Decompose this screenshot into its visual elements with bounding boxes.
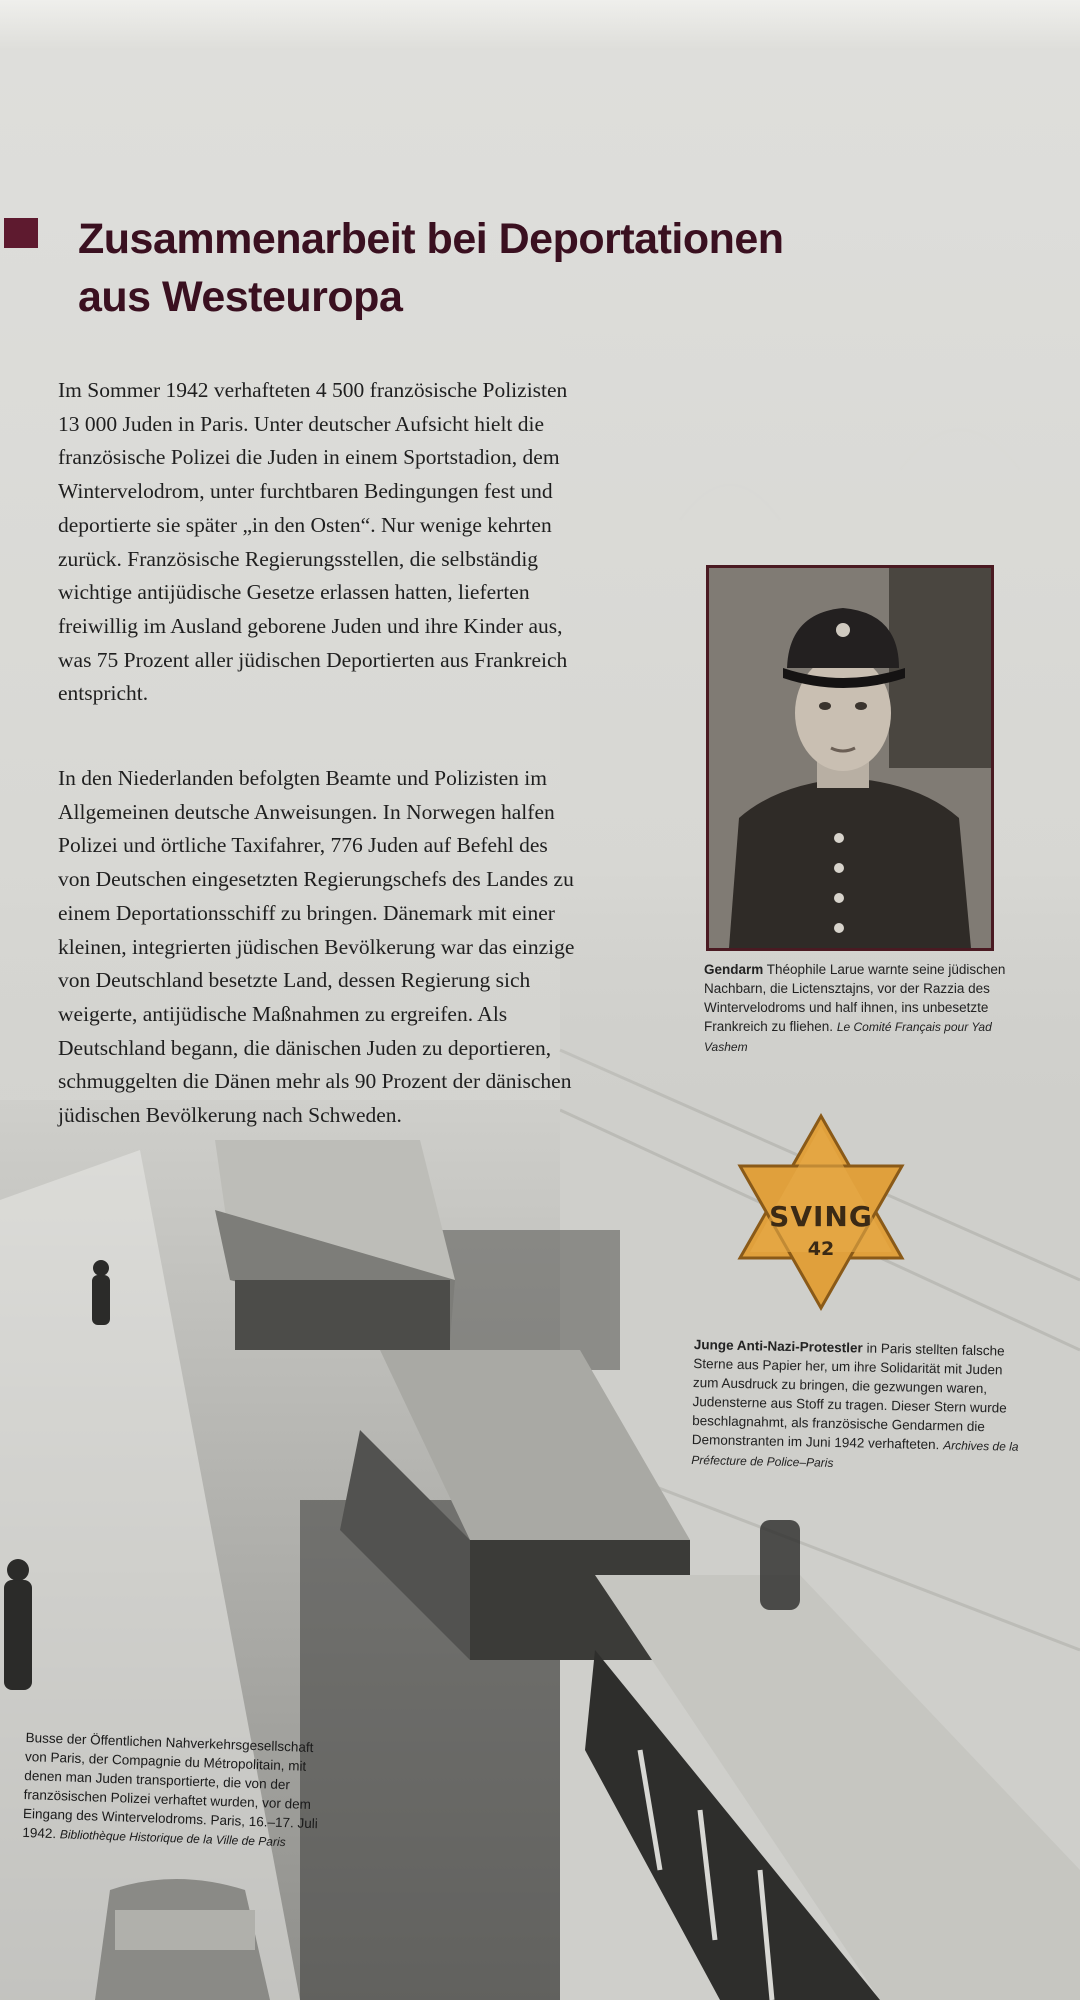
protest-caption xyxy=(691,1335,1024,1477)
star-number: 42 xyxy=(807,1238,835,1260)
protest-caption-text: in Paris stellten falsche Sterne aus Papier her, um ihre Solidarität mit Juden zum Ausdruck zu bringen, die gezwungen waren, Judensterne aus Stoff zu tragen. Dieser Stern wurde beschlagnahmt, als französische Gendarmen die Demonstranten im Juni 1942 verhafteten. xyxy=(691,1340,1007,1453)
gendarm-caption-lead: Gendarm xyxy=(704,962,764,977)
protest-caption-credit: Archives de la Préfecture de Police–Paris xyxy=(691,1438,1019,1470)
star-word: SVING xyxy=(769,1200,873,1233)
gendarm-portrait xyxy=(706,565,994,951)
body-paragraph-1: Im Sommer 1942 verhafteten 4 500 französische Polizisten 13 000 Juden in Paris. Unter deutscher Aufsicht hielt die französische Polizei die Juden in einem Sportstadion, dem Wintervelodrom, unter furchtbaren Bedingungen fest und deportierte sie später „in den Osten“. Nur wenige kehrten zurück. Französische Regierungsstellen, die selbständig wichtige antijüdische Gesetze erlassen hatten, lieferten freiwillig im Ausland geborene Juden und ihre Kinder aus, was 75 Prozent aller jüdischen Deportierten aus Frankreich entspricht. xyxy=(58,378,568,706)
busse-caption-credit: Bibliothèque Historique de la Ville de Paris xyxy=(59,1827,286,1850)
gendarm-caption-text: Théophile Larue warnte seine jüdischen Nachbarn, die Lictensztajns, vor der Razzia des Wintervelodroms und half ihnen, ins unbesetzte Frankreich zu fliehen. xyxy=(704,962,1006,1034)
gendarm-portrait-image xyxy=(709,568,991,948)
gendarm-caption-credit: Le Comité Français pour Yad Vashem xyxy=(704,1020,992,1054)
exhibition-panel xyxy=(0,50,1080,2000)
panel-title: Zusammenarbeit bei Deportationen aus Westeuropa xyxy=(78,215,784,321)
busse-caption xyxy=(22,1728,326,1853)
paper-star xyxy=(732,1112,910,1312)
title-accent-bar xyxy=(4,218,38,248)
gendarm-caption xyxy=(704,960,1024,1057)
body-paragraph-2: In den Niederlanden befolgten Beamte und Polizisten im Allgemeinen deutsche Anweisungen. In Norwegen halfen Polizei und örtliche Taxifahrer, 776 Juden auf Befehl des von Deutschen eingesetzten Regierungschefs des Landes zu einem Deportationsschiff zu bringen. Dänemark mit einer kleinen, integrierten jüdischen Bevölkerung war das einzige von Deutschland besetzte Land, dessen Regierung sich weigerte, antijüdische Maßnahmen zu ergreifen. Als Deutschland begann, die dänischen Juden zu deportieren, schmuggelten die Dänen mehr als 90 Prozent der dänischen jüdischen Bevölkerung nach Schweden. xyxy=(58,766,575,1128)
protest-caption-lead: Junge Anti-Nazi-Protestler xyxy=(693,1336,863,1356)
busse-caption-text: Busse der Öffentlichen Nahverkehrsgesellschaft von Paris, der Compagnie du Métropolitain, mit denen man Juden transportierte, die von der französischen Polizei verhaftet wurden, vor dem Eingang des Wintervelodroms. Paris, 16.–17. Juli 1942. xyxy=(22,1729,319,1842)
